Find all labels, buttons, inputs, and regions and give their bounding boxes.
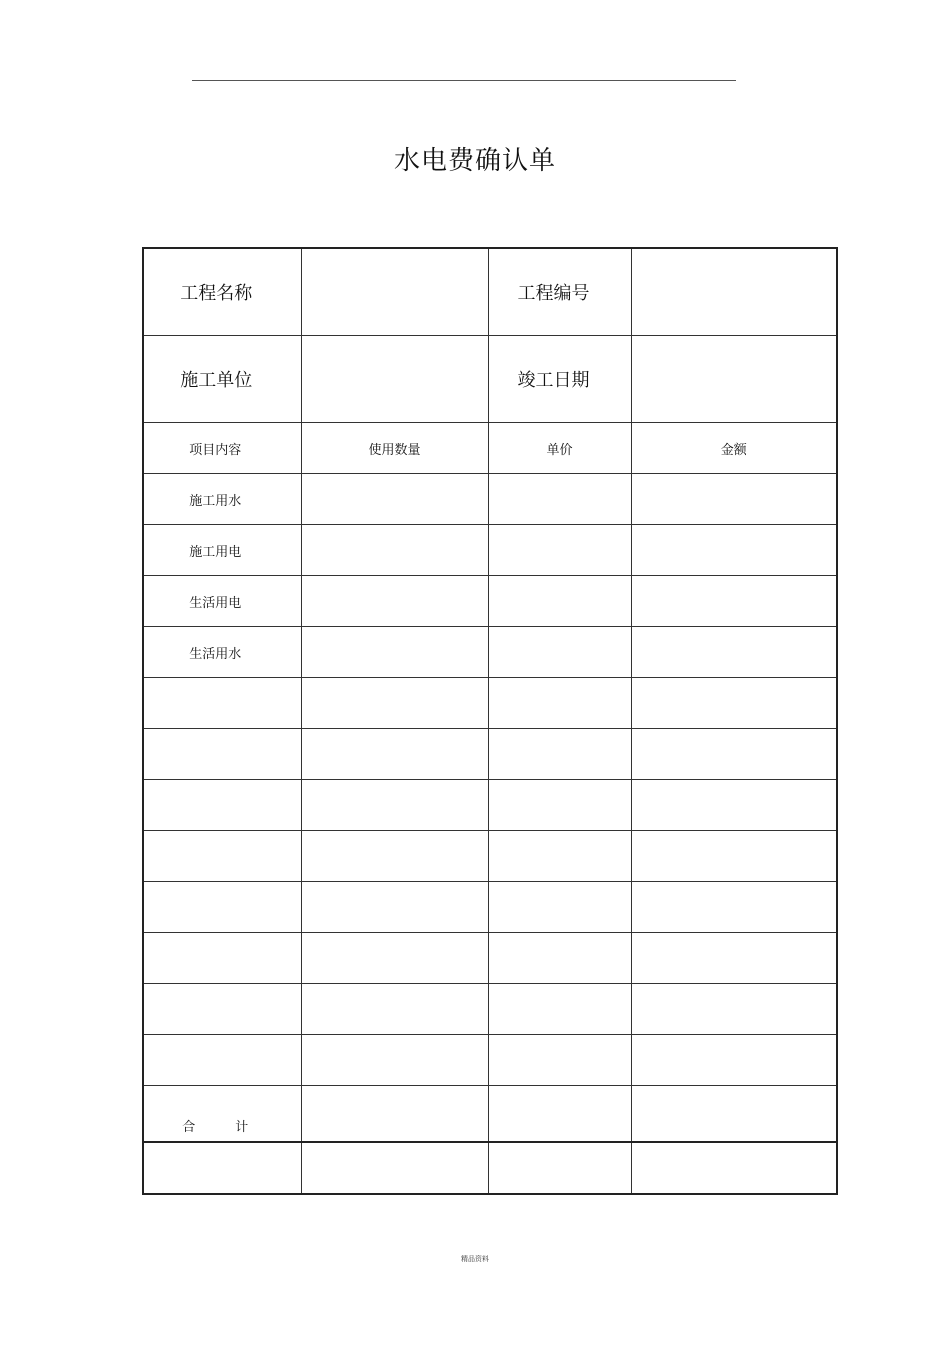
blank-cell[interactable] <box>301 1142 488 1194</box>
row-quantity-cell[interactable] <box>301 729 488 780</box>
document-title: 水电费确认单 <box>393 146 556 176</box>
blank-cell[interactable] <box>143 1142 301 1194</box>
row-price-cell[interactable] <box>488 831 631 882</box>
row-price-cell[interactable] <box>488 882 631 933</box>
row-amount-cell[interactable] <box>631 678 837 729</box>
table-row <box>143 984 837 1035</box>
total-label-right: 计 <box>235 1120 249 1135</box>
row-price-cell[interactable] <box>488 525 631 576</box>
row-item-cell[interactable] <box>143 729 301 780</box>
row-price-cell[interactable] <box>488 576 631 627</box>
total-label-left: 合 <box>182 1120 196 1135</box>
row-quantity-cell[interactable] <box>301 678 488 729</box>
row-item-cell[interactable] <box>143 831 301 882</box>
row-price-cell[interactable] <box>488 933 631 984</box>
table-row <box>143 627 837 678</box>
row-item-cell[interactable] <box>143 933 301 984</box>
row-item-cell: 生活用水 <box>143 627 301 678</box>
row-amount-cell[interactable] <box>631 627 837 678</box>
column-header-row <box>143 423 837 474</box>
row-item-cell[interactable] <box>143 882 301 933</box>
row-amount-cell[interactable] <box>631 729 837 780</box>
blank-row <box>143 1142 837 1194</box>
project-row <box>143 248 837 336</box>
footer-note: 精品资料 <box>461 1255 489 1263</box>
row-item-cell[interactable] <box>143 678 301 729</box>
contractor-label: 施工单位 <box>143 336 301 423</box>
row-item-cell: 施工用电 <box>143 525 301 576</box>
row-amount-cell[interactable] <box>631 831 837 882</box>
blank-cell[interactable] <box>631 1142 837 1194</box>
row-quantity-cell[interactable] <box>301 831 488 882</box>
table-row <box>143 882 837 933</box>
total-row <box>143 1086 837 1143</box>
completion-date-field[interactable] <box>631 336 837 423</box>
column-header-quantity: 使用数量 <box>301 423 488 474</box>
row-price-cell[interactable] <box>488 474 631 525</box>
column-header-unit-price: 单价 <box>488 423 631 474</box>
row-price-cell[interactable] <box>488 627 631 678</box>
contractor-field[interactable] <box>301 336 488 423</box>
row-quantity-cell[interactable] <box>301 984 488 1035</box>
table-row <box>143 831 837 882</box>
table-row <box>143 1035 837 1086</box>
table-row <box>143 678 837 729</box>
total-price-cell[interactable] <box>488 1086 631 1143</box>
table-row <box>143 474 837 525</box>
confirmation-form-table <box>142 247 838 1195</box>
blank-cell[interactable] <box>488 1142 631 1194</box>
total-label <box>143 1086 301 1143</box>
project-number-label: 工程编号 <box>488 248 631 336</box>
row-amount-cell[interactable] <box>631 474 837 525</box>
top-rule <box>192 80 736 81</box>
row-item-cell: 生活用电 <box>143 576 301 627</box>
row-amount-cell[interactable] <box>631 933 837 984</box>
column-header-amount: 金额 <box>631 423 837 474</box>
table-row <box>143 729 837 780</box>
table-row <box>143 933 837 984</box>
row-item-cell[interactable] <box>143 780 301 831</box>
row-quantity-cell[interactable] <box>301 474 488 525</box>
row-amount-cell[interactable] <box>631 576 837 627</box>
project-name-label: 工程名称 <box>143 248 301 336</box>
total-quantity-cell[interactable] <box>301 1086 488 1143</box>
row-quantity-cell[interactable] <box>301 627 488 678</box>
row-price-cell[interactable] <box>488 1035 631 1086</box>
table-row <box>143 576 837 627</box>
row-quantity-cell[interactable] <box>301 1035 488 1086</box>
row-price-cell[interactable] <box>488 984 631 1035</box>
row-price-cell[interactable] <box>488 729 631 780</box>
row-amount-cell[interactable] <box>631 984 837 1035</box>
row-quantity-cell[interactable] <box>301 576 488 627</box>
table-row <box>143 780 837 831</box>
row-quantity-cell[interactable] <box>301 525 488 576</box>
row-price-cell[interactable] <box>488 780 631 831</box>
project-number-field[interactable] <box>631 248 837 336</box>
column-header-item: 项目内容 <box>143 423 301 474</box>
row-item-cell: 施工用水 <box>143 474 301 525</box>
row-amount-cell[interactable] <box>631 1035 837 1086</box>
contractor-row <box>143 336 837 423</box>
row-quantity-cell[interactable] <box>301 780 488 831</box>
row-quantity-cell[interactable] <box>301 882 488 933</box>
row-amount-cell[interactable] <box>631 882 837 933</box>
row-item-cell[interactable] <box>143 1035 301 1086</box>
row-price-cell[interactable] <box>488 678 631 729</box>
row-amount-cell[interactable] <box>631 525 837 576</box>
row-quantity-cell[interactable] <box>301 933 488 984</box>
completion-date-label: 竣工日期 <box>488 336 631 423</box>
total-amount-cell[interactable] <box>631 1086 837 1143</box>
row-item-cell[interactable] <box>143 984 301 1035</box>
row-amount-cell[interactable] <box>631 780 837 831</box>
table-row <box>143 525 837 576</box>
project-name-field[interactable] <box>301 248 488 336</box>
